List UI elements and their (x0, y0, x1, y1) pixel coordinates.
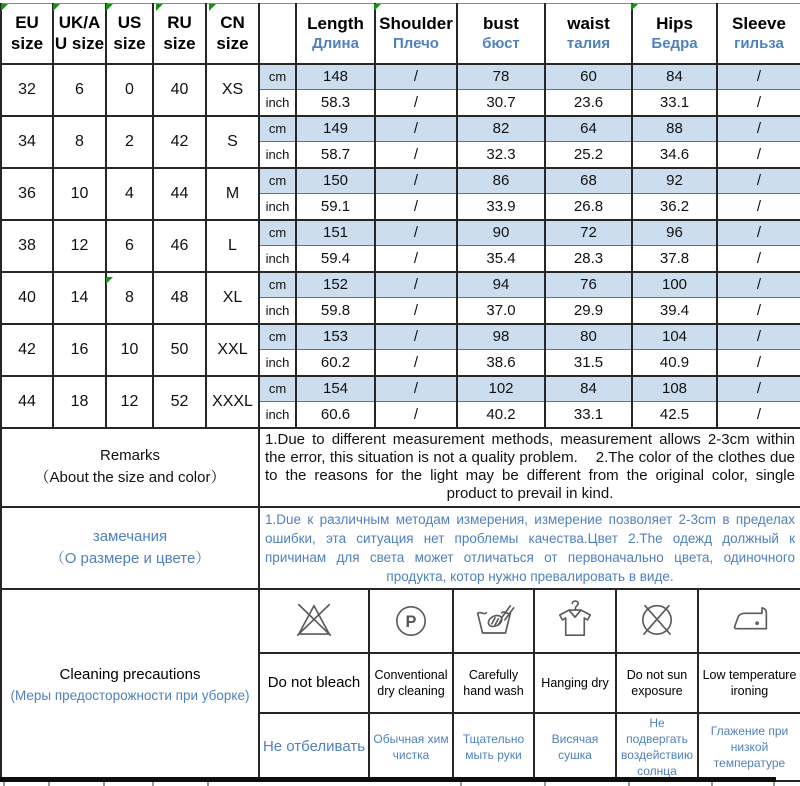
measurement-value-cm: 108 (632, 376, 717, 402)
size-cell: 6 (106, 220, 153, 272)
cell-error-marker-icon (53, 4, 60, 11)
size-cell: 42 (1, 324, 53, 376)
header-label: CN (220, 13, 245, 33)
cell-error-marker-icon (209, 4, 216, 11)
header-label-ru: талия (566, 35, 611, 53)
remarks-row-en (1, 428, 800, 507)
col-header-sleeve (717, 4, 800, 64)
measurement-value-cm: / (717, 220, 800, 246)
header-label: size (216, 34, 249, 54)
measurement-value-cm: / (375, 64, 457, 90)
measurement-value-cm: 151 (296, 220, 375, 246)
measurement-value-inch: 34.6 (632, 142, 717, 168)
size-row-cm (1, 168, 800, 194)
measurement-value-cm: 148 (296, 64, 375, 90)
measurement-value-inch: 32.3 (457, 142, 545, 168)
cell-error-marker-icon (156, 4, 163, 11)
measurement-value-inch: / (375, 298, 457, 324)
measurement-value-cm: 86 (457, 168, 545, 194)
measurement-value-cm: 154 (296, 376, 375, 402)
svg-text:P: P (405, 612, 417, 631)
cropped-gridline-tick (207, 782, 209, 786)
measurement-value-cm: / (375, 168, 457, 194)
measurement-value-inch: / (375, 90, 457, 116)
cell-error-marker-icon (374, 4, 381, 11)
measurement-value-cm: / (375, 272, 457, 298)
size-cell: 10 (53, 168, 106, 220)
care-label-ru: Не подвергать воздействию солнца (616, 713, 698, 781)
size-cell: 34 (1, 116, 53, 168)
remarks-body-ru: 1.Due к различным методам измерения, измерение позволяет 2-3cm в пределах ошибки, эта ситуация нет проблемы качества.Цвет 2.The одежд должный к причинам для света может отличаться от первоначально цвета, одиночного продукта, котор нужно превалировать в виде. (259, 507, 800, 589)
unit-label-inch: inch (259, 90, 296, 116)
size-cell: XXL (206, 324, 259, 376)
size-cell: M (206, 168, 259, 220)
col-header-us-size (106, 4, 153, 64)
remarks-title-cell-ru (1, 507, 259, 589)
measurement-value-inch: 37.0 (457, 298, 545, 324)
care-label-ru: Висячая сушка (534, 713, 616, 781)
do-not-sun-icon (616, 589, 698, 653)
do-not-bleach-icon (259, 589, 369, 653)
measurement-value-inch: 40.9 (632, 350, 717, 376)
measurement-value-inch: 31.5 (545, 350, 632, 376)
unit-label-inch: inch (259, 142, 296, 168)
col-header-unit (259, 4, 296, 64)
header-label-en: Shoulder (379, 14, 453, 34)
col-header-cn-size (206, 4, 259, 64)
unit-label-cm: cm (259, 220, 296, 246)
remarks-body-en: 1.Due to different measurement methods, measurement allows 2-3cm within the error, this situation is not a quality problem. 2.The color of the clothes due to the reasons for the light may be different from the original color, single product to prevail in kind. (259, 428, 800, 507)
header-label-ru: Бедра (651, 35, 698, 53)
size-row-cm (1, 116, 800, 142)
measurement-value-inch: 29.9 (545, 298, 632, 324)
remarks-title-en: Remarks (99, 447, 160, 464)
size-cell: XS (206, 64, 259, 116)
size-cell: 40 (1, 272, 53, 324)
measurement-value-inch: 33.9 (457, 194, 545, 220)
measurement-value-inch: 36.2 (632, 194, 717, 220)
care-label-ru: Обычная хим чистка (369, 713, 453, 781)
size-cell: S (206, 116, 259, 168)
measurement-value-cm: 152 (296, 272, 375, 298)
size-cell: 12 (106, 376, 153, 428)
unit-label-inch: inch (259, 298, 296, 324)
size-cell: 8 (106, 272, 153, 324)
measurement-value-inch: 25.2 (545, 142, 632, 168)
cropped-gridline-tick (48, 782, 50, 786)
unit-label-inch: inch (259, 194, 296, 220)
cleaning-title-ru: (Меры предосторожности при уборке) (10, 687, 250, 703)
measurement-value-cm: 78 (457, 64, 545, 90)
size-cell: 10 (106, 324, 153, 376)
size-cell: 8 (53, 116, 106, 168)
size-cell: 40 (153, 64, 206, 116)
hanging-dry-icon (534, 589, 616, 653)
measurement-value-inch: 42.5 (632, 402, 717, 428)
cleaning-title-cell (1, 589, 259, 781)
measurement-value-cm: / (717, 324, 800, 350)
measurement-value-cm: 88 (632, 116, 717, 142)
measurement-value-cm: 96 (632, 220, 717, 246)
measurement-value-inch: / (717, 194, 800, 220)
cropped-gridline-tick (3, 782, 5, 786)
cropped-gridline-tick (152, 782, 154, 786)
measurement-value-cm: / (717, 64, 800, 90)
header-label-ru: бюст (482, 35, 520, 53)
measurement-value-inch: 58.3 (296, 90, 375, 116)
measurement-value-cm: 60 (545, 64, 632, 90)
cleaning-table (0, 588, 800, 782)
cropped-gridline-tick (460, 782, 462, 786)
measurement-value-cm: 84 (632, 64, 717, 90)
header-label-ru: Длина (312, 35, 359, 53)
size-table-body (1, 64, 800, 428)
measurement-value-inch: 35.4 (457, 246, 545, 272)
size-cell: 12 (53, 220, 106, 272)
size-row-cm (1, 220, 800, 246)
size-cell: 36 (1, 168, 53, 220)
cell-error-marker-icon (631, 4, 638, 11)
care-label-en: Hanging dry (534, 653, 616, 713)
low-temp-ironing-icon (698, 589, 800, 653)
header-label-ru: Плечо (393, 35, 439, 53)
size-cell: 6 (53, 64, 106, 116)
care-label-en: Do not bleach (259, 653, 369, 713)
col-header-waist (545, 4, 632, 64)
measurement-value-cm: 153 (296, 324, 375, 350)
measurement-value-cm: 104 (632, 324, 717, 350)
cell-error-marker-icon (1, 4, 8, 11)
care-label-ru: Глажение при низкой температуре (698, 713, 800, 781)
remarks-title-ru: замечания (92, 527, 168, 545)
care-label-en: Do not sun exposure (616, 653, 698, 713)
size-cell: 16 (53, 324, 106, 376)
care-label-en: Low temperature ironing (698, 653, 800, 713)
measurement-value-inch: / (717, 350, 800, 376)
measurement-value-cm: 92 (632, 168, 717, 194)
remarks-title-cell (1, 428, 259, 507)
measurement-value-cm: 64 (545, 116, 632, 142)
measurement-value-inch: / (717, 402, 800, 428)
size-cell: 46 (153, 220, 206, 272)
measurement-value-cm: 102 (457, 376, 545, 402)
measurement-value-inch: 59.8 (296, 298, 375, 324)
measurement-value-inch: 40.2 (457, 402, 545, 428)
size-row-cm (1, 64, 800, 90)
measurement-value-cm: 98 (457, 324, 545, 350)
size-cell: 4 (106, 168, 153, 220)
measurement-value-cm: / (375, 324, 457, 350)
size-cell: L (206, 220, 259, 272)
measurement-value-inch: 23.6 (545, 90, 632, 116)
measurement-value-inch: 58.7 (296, 142, 375, 168)
measurement-value-inch: 38.6 (457, 350, 545, 376)
measurement-value-inch: 59.4 (296, 246, 375, 272)
measurement-value-cm: / (717, 116, 800, 142)
measurement-value-cm: 76 (545, 272, 632, 298)
measurement-value-inch: / (375, 194, 457, 220)
measurement-value-inch: 60.6 (296, 402, 375, 428)
unit-label-cm: cm (259, 324, 296, 350)
measurement-value-cm: 82 (457, 116, 545, 142)
header-label: EU (15, 13, 39, 33)
cell-error-marker-icon (106, 4, 113, 11)
care-label-en: Conventional dry cleaning (369, 653, 453, 713)
measurement-value-cm: / (375, 116, 457, 142)
measurement-value-cm: / (375, 220, 457, 246)
size-cell: XL (206, 272, 259, 324)
unit-label-inch: inch (259, 246, 296, 272)
remarks-table (0, 427, 800, 590)
measurement-value-inch: 30.7 (457, 90, 545, 116)
size-cell: 44 (153, 168, 206, 220)
measurement-value-inch: / (717, 90, 800, 116)
hand-wash-icon (453, 589, 534, 653)
unit-label-cm: cm (259, 168, 296, 194)
measurement-value-inch: / (375, 142, 457, 168)
measurement-value-inch: / (375, 350, 457, 376)
size-table-header-row (1, 4, 800, 64)
size-cell: 48 (153, 272, 206, 324)
size-cell: 2 (106, 116, 153, 168)
measurement-value-cm: / (375, 376, 457, 402)
cropped-gridline-tick (544, 782, 546, 786)
unit-label-cm: cm (259, 64, 296, 90)
measurement-value-inch: 33.1 (545, 402, 632, 428)
measurement-value-inch: / (375, 402, 457, 428)
measurement-value-inch: / (717, 298, 800, 324)
size-cell: 32 (1, 64, 53, 116)
unit-label-cm: cm (259, 272, 296, 298)
unit-label-inch: inch (259, 402, 296, 428)
header-label: UK/A (58, 13, 101, 33)
care-label-ru: Не отбеливать (259, 713, 369, 781)
remarks-subtitle-ru: （О размере и цвете） (49, 549, 211, 567)
care-label-ru: Тщательно мыть руки (453, 713, 534, 781)
measurement-value-inch: / (717, 142, 800, 168)
size-cell: XXXL (206, 376, 259, 428)
measurement-value-cm: 80 (545, 324, 632, 350)
col-header-uk-au-size (53, 4, 106, 64)
header-label: size (163, 34, 196, 54)
col-header-hips (632, 4, 717, 64)
measurement-value-cm: 90 (457, 220, 545, 246)
size-row-cm (1, 272, 800, 298)
size-cell: 38 (1, 220, 53, 272)
measurement-value-inch: 60.2 (296, 350, 375, 376)
size-cell: 18 (53, 376, 106, 428)
col-header-bust (457, 4, 545, 64)
col-header-ru-size (153, 4, 206, 64)
size-cell: 14 (53, 272, 106, 324)
size-cell: 42 (153, 116, 206, 168)
col-header-eu-size (1, 4, 53, 64)
header-label: size (10, 34, 44, 54)
measurement-value-inch: / (717, 246, 800, 272)
cropped-gridline-tick (773, 782, 775, 786)
cropped-gridline-tick (711, 782, 713, 786)
size-cell: 52 (153, 376, 206, 428)
header-label-en: Hips (656, 14, 693, 34)
cropped-gridline-tick (628, 782, 630, 786)
measurement-value-inch: / (375, 246, 457, 272)
measurement-value-inch: 26.8 (545, 194, 632, 220)
cropped-gridline-tick (103, 782, 105, 786)
measurement-value-inch: 33.1 (632, 90, 717, 116)
header-label-en: Length (307, 14, 364, 34)
measurement-value-cm: 84 (545, 376, 632, 402)
measurement-value-cm: 94 (457, 272, 545, 298)
remarks-row-ru (1, 507, 800, 589)
size-table (0, 3, 800, 429)
header-label: US (117, 13, 142, 33)
table-bottom-border (0, 777, 776, 782)
measurement-value-inch: 28.3 (545, 246, 632, 272)
measurement-value-cm: / (717, 272, 800, 298)
measurement-value-cm: / (717, 168, 800, 194)
header-label-en: waist (567, 14, 610, 34)
size-cell: 0 (106, 64, 153, 116)
header-label: U size (54, 34, 105, 54)
care-label-en: Carefully hand wash (453, 653, 534, 713)
col-header-length (296, 4, 375, 64)
measurement-value-cm: 72 (545, 220, 632, 246)
size-cell: 50 (153, 324, 206, 376)
dry-cleaning-p-icon (369, 589, 453, 653)
measurement-value-inch: 37.8 (632, 246, 717, 272)
measurement-value-cm: 100 (632, 272, 717, 298)
header-label-en: Sleeve (732, 14, 786, 34)
size-cell: 44 (1, 376, 53, 428)
unit-label-cm: cm (259, 376, 296, 402)
measurement-value-cm: 149 (296, 116, 375, 142)
header-label: RU (167, 13, 192, 33)
measurement-value-inch: 59.1 (296, 194, 375, 220)
cleaning-title-en: Cleaning precautions (59, 665, 201, 683)
col-header-shoulder (375, 4, 457, 64)
unit-label-cm: cm (259, 116, 296, 142)
remarks-subtitle-en: （About the size and color） (34, 469, 226, 486)
size-row-cm (1, 324, 800, 350)
header-label-ru: гильза (734, 35, 784, 53)
header-label: size (113, 34, 146, 54)
size-row-cm (1, 376, 800, 402)
measurement-value-cm: / (717, 376, 800, 402)
unit-label-inch: inch (259, 350, 296, 376)
measurement-value-inch: 39.4 (632, 298, 717, 324)
cell-error-marker-icon (106, 277, 113, 284)
measurement-value-cm: 150 (296, 168, 375, 194)
header-label-en: bust (483, 14, 519, 34)
measurement-value-cm: 68 (545, 168, 632, 194)
care-icons-row (1, 589, 800, 653)
